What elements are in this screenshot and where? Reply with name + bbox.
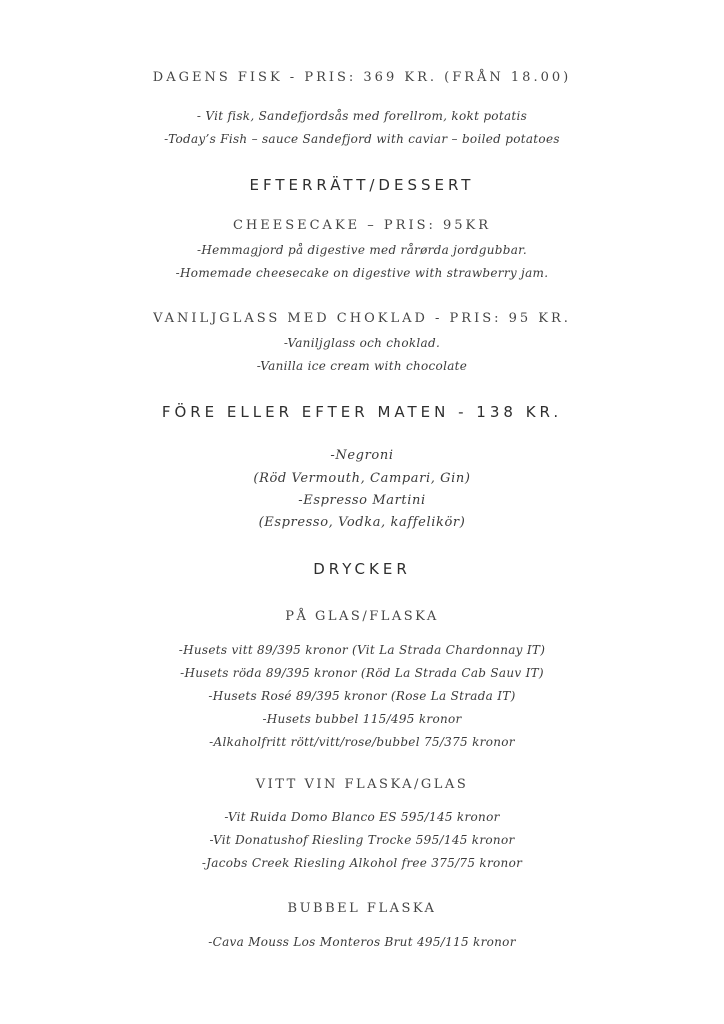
dessert-section-title: EFTERRÄTT/DESSERT	[249, 176, 475, 194]
cheesecake-desc-swedish: -Hemmagjord på digestive med rårørda jordgubbar.	[197, 243, 527, 257]
glass-bottle-title: PÅ GLAS/FLASKA	[285, 609, 439, 624]
glass-bottle-line: -Husets bubbel 115/495 kronor	[262, 712, 462, 726]
white-wine-line: -Jacobs Creek Riesling Alkohol free 375/75 kronor	[201, 856, 523, 870]
aperitif-line-negroni: -Negroni	[330, 448, 394, 463]
aperitif-line-espresso-ingredients: (Espresso, Vodka, kaffelikör)	[258, 515, 466, 530]
glass-bottle-line: -Husets röda 89/395 kronor (Röd La Strada Cab Sauv IT)	[180, 666, 544, 680]
cheesecake-desc-english: -Homemade cheesecake on digestive with strawberry jam.	[175, 266, 549, 280]
aperitif-section-title: FÖRE ELLER EFTER MATEN - 138 KR.	[161, 403, 563, 421]
bubbly-line: -Cava Mouss Los Monteros Brut 495/115 kronor	[208, 935, 516, 949]
bubbly-title: BUBBEL FLASKA	[287, 901, 437, 916]
glass-bottle-line: -Alkaholfritt rött/vitt/rose/bubbel 75/375 kronor	[209, 735, 515, 749]
fish-desc-english: -Today’s Fish – sauce Sandefjord with caviar – boiled potatoes	[164, 132, 560, 146]
cheesecake-title: CHEESECAKE – PRIS: 95KR	[232, 218, 492, 233]
white-wine-title: VITT VIN FLASKA/GLAS	[255, 777, 469, 792]
glass-bottle-line: -Husets vitt 89/395 kronor (Vit La Strada Chardonnay IT)	[178, 643, 546, 657]
white-wine-line: -Vit Donatushof Riesling Trocke 595/145 kronor	[209, 833, 515, 847]
glass-bottle-line: -Husets Rosé 89/395 kronor (Rose La Strada IT)	[208, 689, 516, 703]
fish-desc-swedish: - Vit fisk, Sandefjordsås med forellrom, kokt potatis	[196, 109, 528, 123]
fish-title: DAGENS FISK - PRIS: 369 KR. (FRÅN 18.00)	[152, 70, 572, 85]
vanilla-desc-swedish: -Vaniljglass och choklad.	[283, 336, 441, 350]
white-wine-line: -Vit Ruida Domo Blanco ES 595/145 kronor	[224, 810, 500, 824]
vanilla-title: VANILJGLASS MED CHOKLAD - PRIS: 95 KR.	[153, 311, 571, 326]
aperitif-line-espresso-martini: -Espresso Martini	[298, 493, 426, 508]
vanilla-desc-english: -Vanilla ice cream with chocolate	[256, 359, 468, 373]
drinks-section-title: DRYCKER	[313, 560, 411, 578]
aperitif-line-negroni-ingredients: (Röd Vermouth, Campari, Gin)	[253, 471, 471, 486]
